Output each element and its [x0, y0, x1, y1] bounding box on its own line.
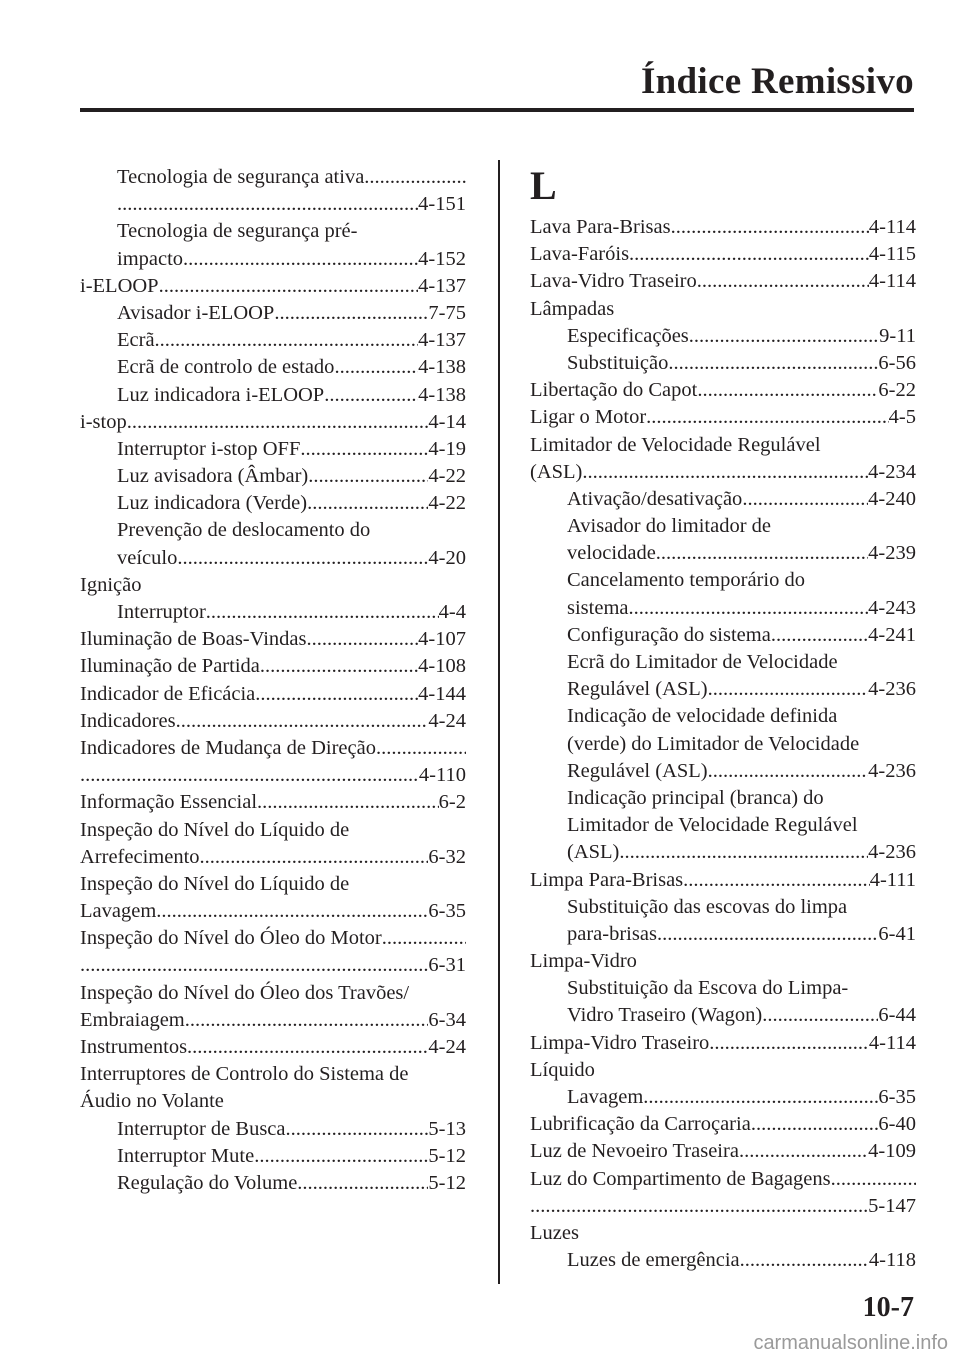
dot-leader: [300, 436, 428, 463]
index-entry: [80, 382, 466, 409]
entry-label: velocidade: [567, 542, 656, 565]
index-entry: [80, 300, 466, 327]
entry-label: Ecrã de controlo de estado: [117, 356, 335, 379]
dot-leader: [187, 1034, 428, 1061]
column-divider: [498, 160, 500, 1284]
entry-label: Substituição: [567, 351, 669, 374]
entry-label: Ligar o Motor: [530, 406, 647, 429]
dot-leader: [306, 626, 418, 653]
entry-label: Embraiagem: [80, 1008, 185, 1031]
entry-page-ref: 4-14: [428, 410, 466, 433]
dot-leader: [334, 354, 418, 381]
entry-label: Interruptor: [117, 601, 206, 623]
entry-label: Especificações: [567, 324, 689, 347]
dot-leader: [739, 1138, 868, 1165]
index-entry: [80, 545, 466, 572]
dot-leader: [376, 735, 466, 762]
dot-leader: [206, 599, 439, 626]
entry-label: Vidro Traseiro (Wagon): [567, 1004, 763, 1027]
index-entry: [80, 246, 466, 273]
entry-label: Iluminação de Boas-Vindas: [80, 628, 307, 651]
entry-label: Luz do Compartimento de Bagagens: [530, 1167, 831, 1190]
dot-leader: [183, 246, 418, 273]
entry-label: Inspeção do Nível do Óleo do Motor: [80, 927, 382, 950]
index-entry: [80, 1034, 466, 1061]
dot-leader: [683, 867, 870, 894]
index-entries-right: [530, 214, 916, 1274]
index-entry: [530, 921, 916, 948]
index-entry: [530, 867, 916, 894]
entry-label: i-ELOOP: [80, 274, 159, 297]
entry-page-ref: 4-138: [418, 383, 466, 406]
index-entry: [80, 164, 466, 191]
entry-label: Ativação/desativação: [567, 487, 743, 510]
entry-label: Limpa-Vidro Traseiro: [530, 1031, 710, 1054]
index-entry: Luzes: [530, 1221, 579, 1244]
index-entry: [80, 409, 466, 436]
entry-page-ref: 6-44: [878, 1004, 916, 1027]
dot-leader: [176, 708, 429, 735]
index-entry: [530, 1193, 916, 1220]
index-entry: Substituição das escovas do limpa: [567, 895, 848, 918]
entry-page-ref: 4-118: [868, 1249, 916, 1272]
index-entry: Prevenção de deslocamento do: [117, 519, 371, 542]
dot-leader: [382, 925, 466, 952]
index-entry: Inspeção do Nível do Líquido de: [80, 818, 350, 841]
index-entry: [80, 354, 466, 381]
index-entry: [80, 327, 466, 354]
index-entry: [80, 1143, 466, 1170]
entry-label: Lavagem: [80, 900, 157, 923]
entry-page-ref: 6-56: [878, 351, 916, 374]
entry-label: Luz de Nevoeiro Traseira: [530, 1140, 739, 1163]
index-entry: [530, 1084, 916, 1111]
entry-page-ref: 4-138: [418, 356, 466, 379]
index-entry: [530, 1247, 916, 1274]
index-entry: [80, 653, 466, 680]
entry-page-ref: 4-24: [428, 709, 466, 732]
dot-leader: [324, 382, 418, 409]
index-entry: [80, 681, 466, 708]
index-entry: [530, 540, 916, 567]
entry-label: Interruptor Mute: [117, 1144, 255, 1167]
index-entry: Limitador de Velocidade Regulável: [567, 814, 858, 837]
index-entry: [530, 377, 916, 404]
dot-leader: [200, 844, 429, 871]
index-entry: Inspeção do Nível do Líquido de: [80, 872, 350, 895]
entry-page-ref: 7-75: [428, 301, 466, 324]
index-entry: Indicação principal (branca) do: [567, 786, 824, 809]
entry-label: para-brisas: [567, 922, 657, 945]
index-entry: [80, 436, 466, 463]
index-entry: [530, 595, 916, 622]
entry-page-ref: 4-239: [868, 542, 916, 565]
entry-label: Luz indicadora i-ELOOP: [117, 383, 325, 406]
index-entry: Ignição: [80, 573, 142, 596]
dot-leader: [646, 404, 889, 431]
index-entry: [80, 463, 466, 490]
dot-leader: [771, 622, 868, 649]
index-entry: [530, 404, 916, 431]
entry-page-ref: 6-34: [428, 1008, 466, 1031]
index-entry: [80, 1007, 466, 1034]
index-entry: [530, 350, 916, 377]
dot-leader: [831, 1166, 916, 1193]
entry-label: Instrumentos: [80, 1036, 188, 1058]
dot-leader: [657, 921, 878, 948]
dot-leader: [286, 1116, 429, 1143]
index-entry: [80, 273, 466, 300]
dot-leader: [530, 1193, 868, 1220]
dot-leader: [671, 214, 869, 241]
dot-leader: [697, 268, 869, 295]
dot-leader: [308, 463, 428, 490]
index-entry: [530, 839, 916, 866]
entry-label: Lava-Vidro Traseiro: [530, 270, 697, 293]
entry-page-ref: 4-22: [428, 465, 466, 488]
dot-leader: [619, 839, 868, 866]
index-entry: [80, 898, 466, 925]
entry-label: veículo: [117, 546, 178, 569]
entry-page-ref: 4-144: [418, 682, 466, 705]
dot-leader: [257, 789, 439, 816]
index-entry: [530, 459, 916, 486]
watermark: carmanualsonline.info: [753, 1332, 948, 1354]
entry-page-ref: 4-151: [418, 193, 466, 216]
header-rule: [80, 108, 914, 112]
entry-page-ref: 4-20: [428, 546, 466, 569]
index-entry: [80, 191, 466, 218]
index-entry: Indicação de velocidade definida: [567, 705, 838, 728]
dot-leader: [274, 300, 428, 327]
entry-page-ref: 4-236: [868, 678, 916, 701]
entry-label: Tecnologia de segurança ativa: [117, 166, 365, 188]
entry-page-ref: 4-114: [868, 1031, 916, 1054]
index-entry: Ecrã do Limitador de Velocidade: [567, 651, 838, 673]
entry-page-ref: 4-137: [418, 329, 466, 352]
dot-leader: [177, 545, 428, 572]
entry-page-ref: 5-12: [428, 1144, 466, 1167]
entry-label: Limpa Para-Brisas: [530, 868, 684, 891]
entry-page-ref: 5-12: [428, 1171, 466, 1194]
dot-leader: [185, 1007, 429, 1034]
entry-label: Indicador de Eficácia: [80, 682, 256, 705]
entry-page-ref: 4-115: [868, 243, 916, 266]
dot-leader: [742, 486, 868, 513]
entry-page-ref: 4-5: [888, 406, 916, 429]
index-entry: Inspeção do Nível do Óleo dos Travões/: [80, 981, 410, 1004]
entry-label: Ecrã: [117, 329, 155, 352]
entry-label: Luz avisadora (Âmbar): [117, 465, 309, 488]
index-entry: [530, 1030, 916, 1057]
entry-page-ref: 6-32: [428, 845, 466, 868]
index-entry: [80, 735, 466, 762]
index-entry: Lâmpadas: [530, 297, 615, 320]
entry-page-ref: 6-35: [428, 900, 466, 923]
entry-page-ref: 4-234: [868, 460, 916, 483]
index-entry: Interruptores de Controlo do Sistema de: [80, 1063, 409, 1086]
dot-leader: [117, 191, 418, 218]
entry-page-ref: 5-147: [868, 1194, 916, 1217]
dot-leader: [255, 681, 418, 708]
entry-label: Interruptor de Busca: [117, 1117, 286, 1140]
section-letter: L: [530, 163, 557, 208]
section-letter-wrap: [530, 164, 916, 214]
entry-page-ref: 6-40: [878, 1113, 916, 1136]
entry-page-ref: 4-243: [868, 596, 916, 619]
index-entry: [80, 490, 466, 517]
index-entry: [530, 676, 916, 703]
index-entry: [530, 241, 916, 268]
entry-label: Avisador i-ELOOP: [117, 301, 275, 324]
entry-page-ref: 4-108: [418, 655, 466, 678]
dot-leader: [668, 350, 878, 377]
index-entry: [530, 1138, 916, 1165]
entry-label: Indicadores de Mudança de Direção: [80, 736, 376, 759]
entry-page-ref: 4-137: [418, 274, 466, 297]
entry-page-ref: 4-111: [869, 868, 916, 891]
entry-label: Configuração do sistema: [567, 623, 771, 646]
entry-label: Regulável (ASL): [567, 759, 708, 782]
index-column-left: [80, 164, 466, 1197]
dot-leader: [709, 1030, 869, 1057]
entry-page-ref: 4-110: [418, 764, 466, 787]
index-entry: Áudio no Volante: [80, 1090, 224, 1113]
entry-page-ref: 4-4: [438, 601, 466, 623]
index-entry: [80, 925, 466, 952]
index-entry: [80, 952, 466, 979]
dot-leader: [643, 1084, 878, 1111]
entry-label: Lava Para-Brisas: [530, 216, 671, 238]
index-entry: Tecnologia de segurança pré-: [117, 220, 358, 243]
entry-page-ref: 4-114: [868, 216, 916, 238]
entry-page-ref: 6-31: [428, 954, 466, 977]
index-entry: (verde) do Limitador de Velocidade: [567, 732, 860, 755]
entry-page-ref: 4-107: [418, 628, 466, 651]
entry-label: (ASL): [530, 460, 583, 483]
dot-leader: [629, 241, 869, 268]
index-entry: [530, 758, 916, 785]
entry-label: Luz indicadora (Verde): [117, 492, 308, 515]
entry-label: (ASL): [567, 841, 620, 864]
index-entry: [530, 1166, 916, 1193]
index-entry: [80, 599, 466, 626]
index-entry: Avisador do limitador de: [567, 515, 772, 538]
index-entry: [80, 789, 466, 816]
entry-label: Iluminação de Partida: [80, 655, 260, 678]
entry-page-ref: 6-41: [878, 922, 916, 945]
index-entry: Limpa-Vidro: [530, 950, 637, 973]
index-entry: [80, 762, 466, 789]
dot-leader: [156, 898, 428, 925]
entry-label: Regulação do Volume: [117, 1171, 298, 1194]
dot-leader: [364, 164, 466, 191]
entry-page-ref: 9-11: [879, 324, 916, 347]
page-number: 10-7: [862, 1292, 914, 1323]
index-entry: [530, 622, 916, 649]
dot-leader: [708, 676, 869, 703]
entry-page-ref: 4-114: [868, 270, 916, 293]
entry-page-ref: 6-22: [878, 379, 916, 402]
index-entry: Limitador de Velocidade Regulável: [530, 433, 821, 456]
entry-label: Indicadores: [80, 709, 176, 732]
entry-label: Lavagem: [567, 1086, 644, 1108]
entry-label: impacto: [117, 247, 184, 270]
dot-leader: [629, 595, 869, 622]
dot-leader: [689, 323, 879, 350]
entry-label: Regulável (ASL): [567, 678, 708, 701]
dot-leader: [307, 490, 428, 517]
entry-label: Arrefecimento: [80, 845, 200, 868]
dot-leader: [740, 1247, 869, 1274]
entry-page-ref: 4-24: [428, 1036, 466, 1058]
page-title: Índice Remissivo: [640, 61, 914, 102]
entry-label: Lava-Faróis: [530, 243, 630, 266]
dot-leader: [751, 1111, 879, 1138]
index-entry: [80, 844, 466, 871]
entry-page-ref: 6-2: [438, 791, 466, 814]
dot-leader: [155, 327, 419, 354]
dot-leader: [80, 762, 419, 789]
index-entry: Líquido: [530, 1058, 595, 1081]
entry-label: Libertação do Capot: [530, 379, 698, 402]
index-entry: [530, 268, 916, 295]
dot-leader: [254, 1143, 428, 1170]
entry-page-ref: 4-240: [868, 487, 916, 510]
index-entry: [80, 708, 466, 735]
dot-leader: [80, 952, 428, 979]
dot-leader: [708, 758, 869, 785]
entry-page-ref: 4-19: [428, 437, 466, 460]
entry-page-ref: 4-152: [418, 247, 466, 270]
index-column-right: [530, 164, 916, 1274]
dot-leader: [697, 377, 878, 404]
index-entry: [530, 486, 916, 513]
entry-page-ref: 4-109: [868, 1140, 916, 1163]
dot-leader: [159, 273, 419, 300]
dot-leader: [297, 1170, 428, 1197]
dot-leader: [762, 1002, 878, 1029]
entry-page-ref: 4-22: [428, 492, 466, 515]
entry-label: sistema: [567, 596, 629, 619]
entry-label: Lubrificação da Carroçaria: [530, 1113, 751, 1136]
index-entry: [530, 323, 916, 350]
entry-label: Interruptor i-stop OFF: [117, 437, 301, 460]
index-entry: [80, 1170, 466, 1197]
dot-leader: [127, 409, 429, 436]
index-entry: [530, 1002, 916, 1029]
index-entry: [530, 1111, 916, 1138]
index-entry: Substituição da Escova do Limpa-: [567, 977, 849, 1000]
index-entry: [530, 214, 916, 241]
entry-page-ref: 4-236: [868, 759, 916, 782]
dot-leader: [656, 540, 868, 567]
entry-label: Informação Essencial: [80, 791, 258, 814]
dot-leader: [260, 653, 418, 680]
index-entry: [80, 1116, 466, 1143]
entry-page-ref: 4-236: [868, 841, 916, 864]
entry-label: i-stop: [80, 410, 127, 433]
index-entry: [80, 626, 466, 653]
entry-page-ref: 6-35: [878, 1086, 916, 1108]
entry-page-ref: 5-13: [428, 1117, 466, 1140]
dot-leader: [582, 459, 868, 486]
entry-label: Luzes de emergência: [567, 1249, 740, 1272]
entry-page-ref: 4-241: [868, 623, 916, 646]
index-entry: Cancelamento temporário do: [567, 569, 805, 592]
